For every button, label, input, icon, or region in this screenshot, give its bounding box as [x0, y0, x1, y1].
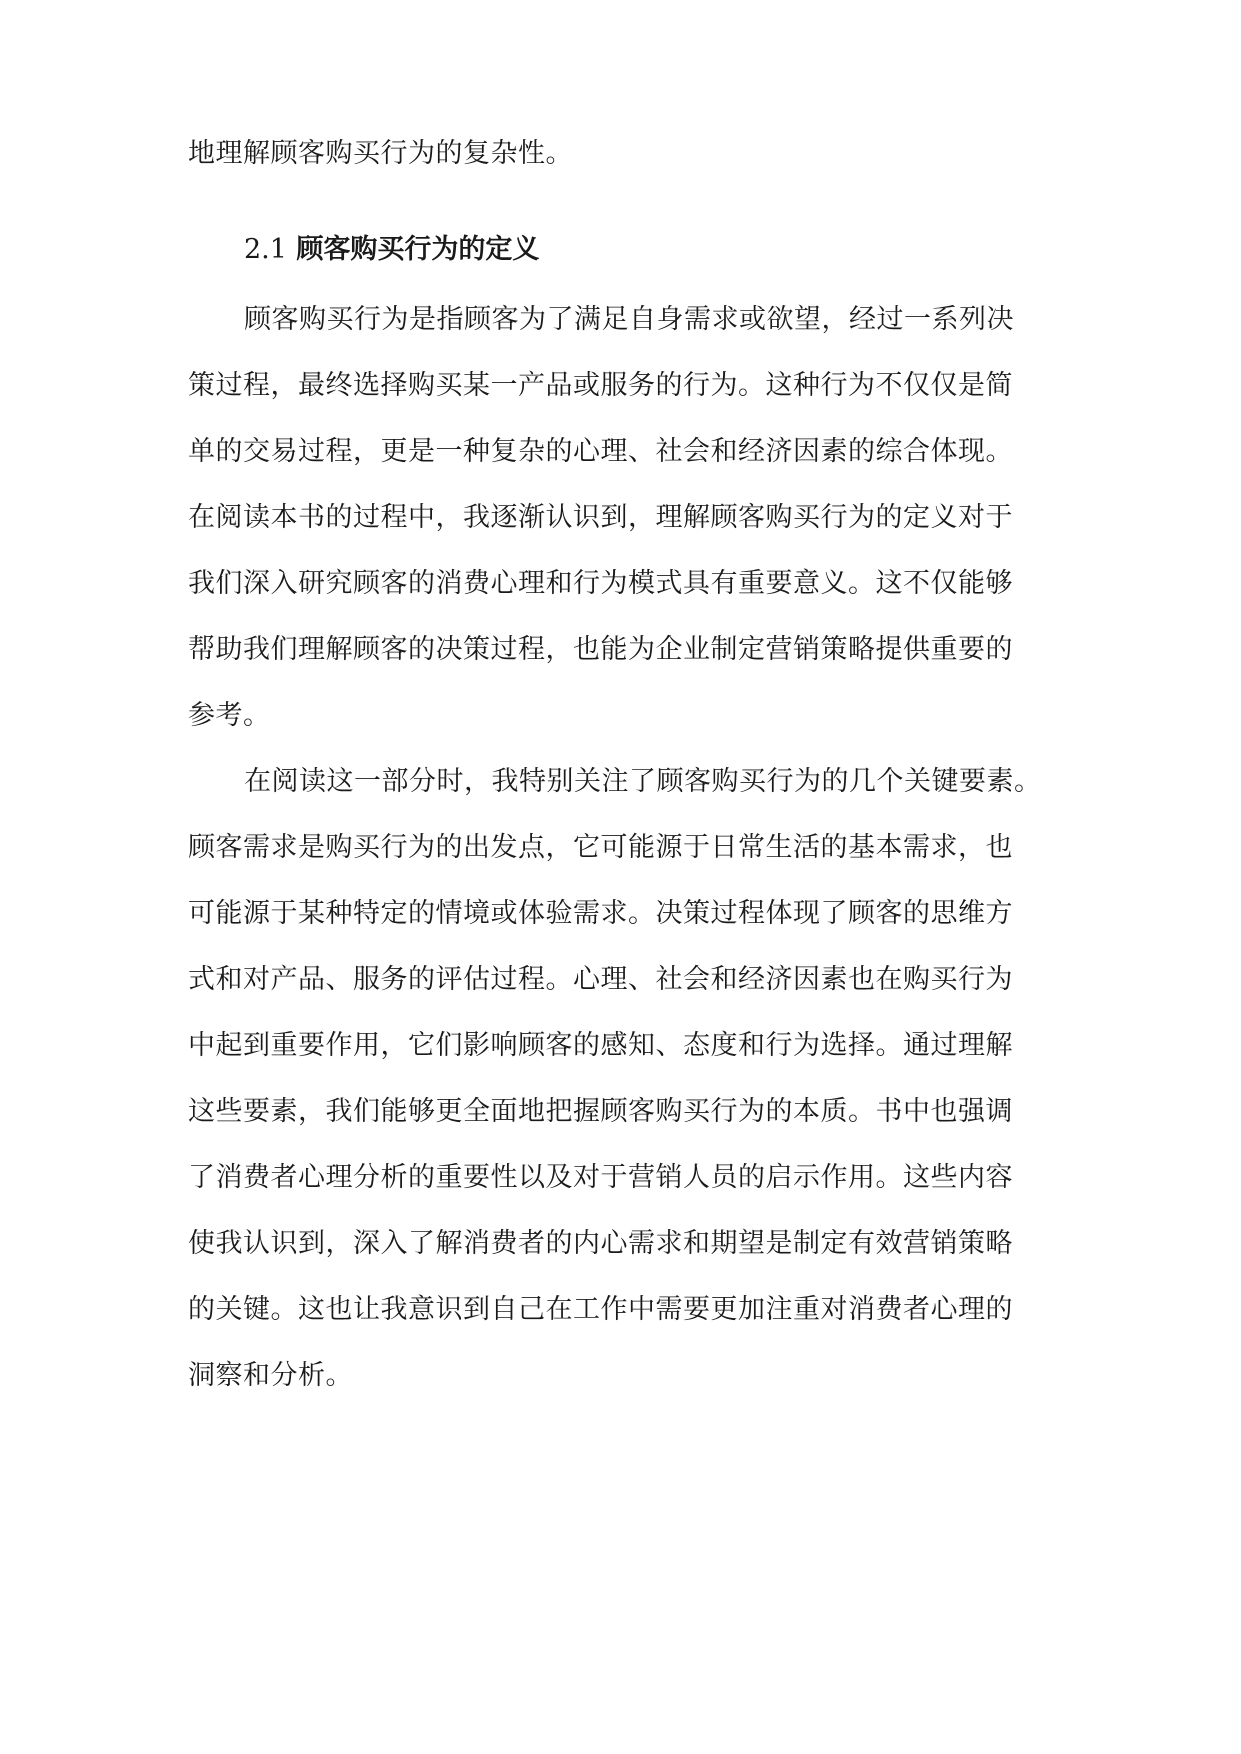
text-line: 式和对产品、服务的评估过程。心理、社会和经济因素也在购买行为: [188, 964, 1013, 995]
section-title: 顾客购买行为的定义: [296, 234, 540, 265]
text-line: 策过程，最终选择购买某一产品或服务的行为。这种行为不仅仅是简: [188, 370, 1013, 401]
text-line: 顾客购买行为是指顾客为了满足自身需求或欲望，经过一系列决: [244, 304, 1014, 335]
text-line: 单的交易过程，更是一种复杂的心理、社会和经济因素的综合体现。: [188, 436, 1013, 467]
text-line: 的关键。这也让我意识到自己在工作中需要更加注重对消费者心理的: [188, 1294, 1013, 1325]
text-line: 这些要素，我们能够更全面地把握顾客购买行为的本质。书中也强调: [188, 1096, 1013, 1127]
text-line: 使我认识到，深入了解消费者的内心需求和期望是制定有效营销策略: [188, 1228, 1013, 1259]
section-number: 2.1: [244, 234, 287, 265]
text-line: 参考。: [188, 700, 271, 731]
text-line: 地理解顾客购买行为的复杂性。: [188, 138, 573, 169]
text-line: 我们深入研究顾客的消费心理和行为模式具有重要意义。这不仅能够: [188, 568, 1013, 599]
text-line: 顾客需求是购买行为的出发点，它可能源于日常生活的基本需求，也: [188, 832, 1013, 863]
section-heading: [244, 234, 539, 266]
text-line: 洞察和分析。: [188, 1360, 353, 1391]
text-line: 中起到重要作用，它们影响顾客的感知、态度和行为选择。通过理解: [188, 1030, 1013, 1061]
text-line: 在阅读这一部分时，我特别关注了顾客购买行为的几个关键要素。: [244, 766, 1042, 797]
text-line: 在阅读本书的过程中，我逐渐认识到，理解顾客购买行为的定义对于: [188, 502, 1013, 533]
text-line: 可能源于某种特定的情境或体验需求。决策过程体现了顾客的思维方: [188, 898, 1013, 929]
text-line: 了消费者心理分析的重要性以及对于营销人员的启示作用。这些内容: [188, 1162, 1013, 1193]
text-line: 帮助我们理解顾客的决策过程，也能为企业制定营销策略提供重要的: [188, 634, 1013, 665]
